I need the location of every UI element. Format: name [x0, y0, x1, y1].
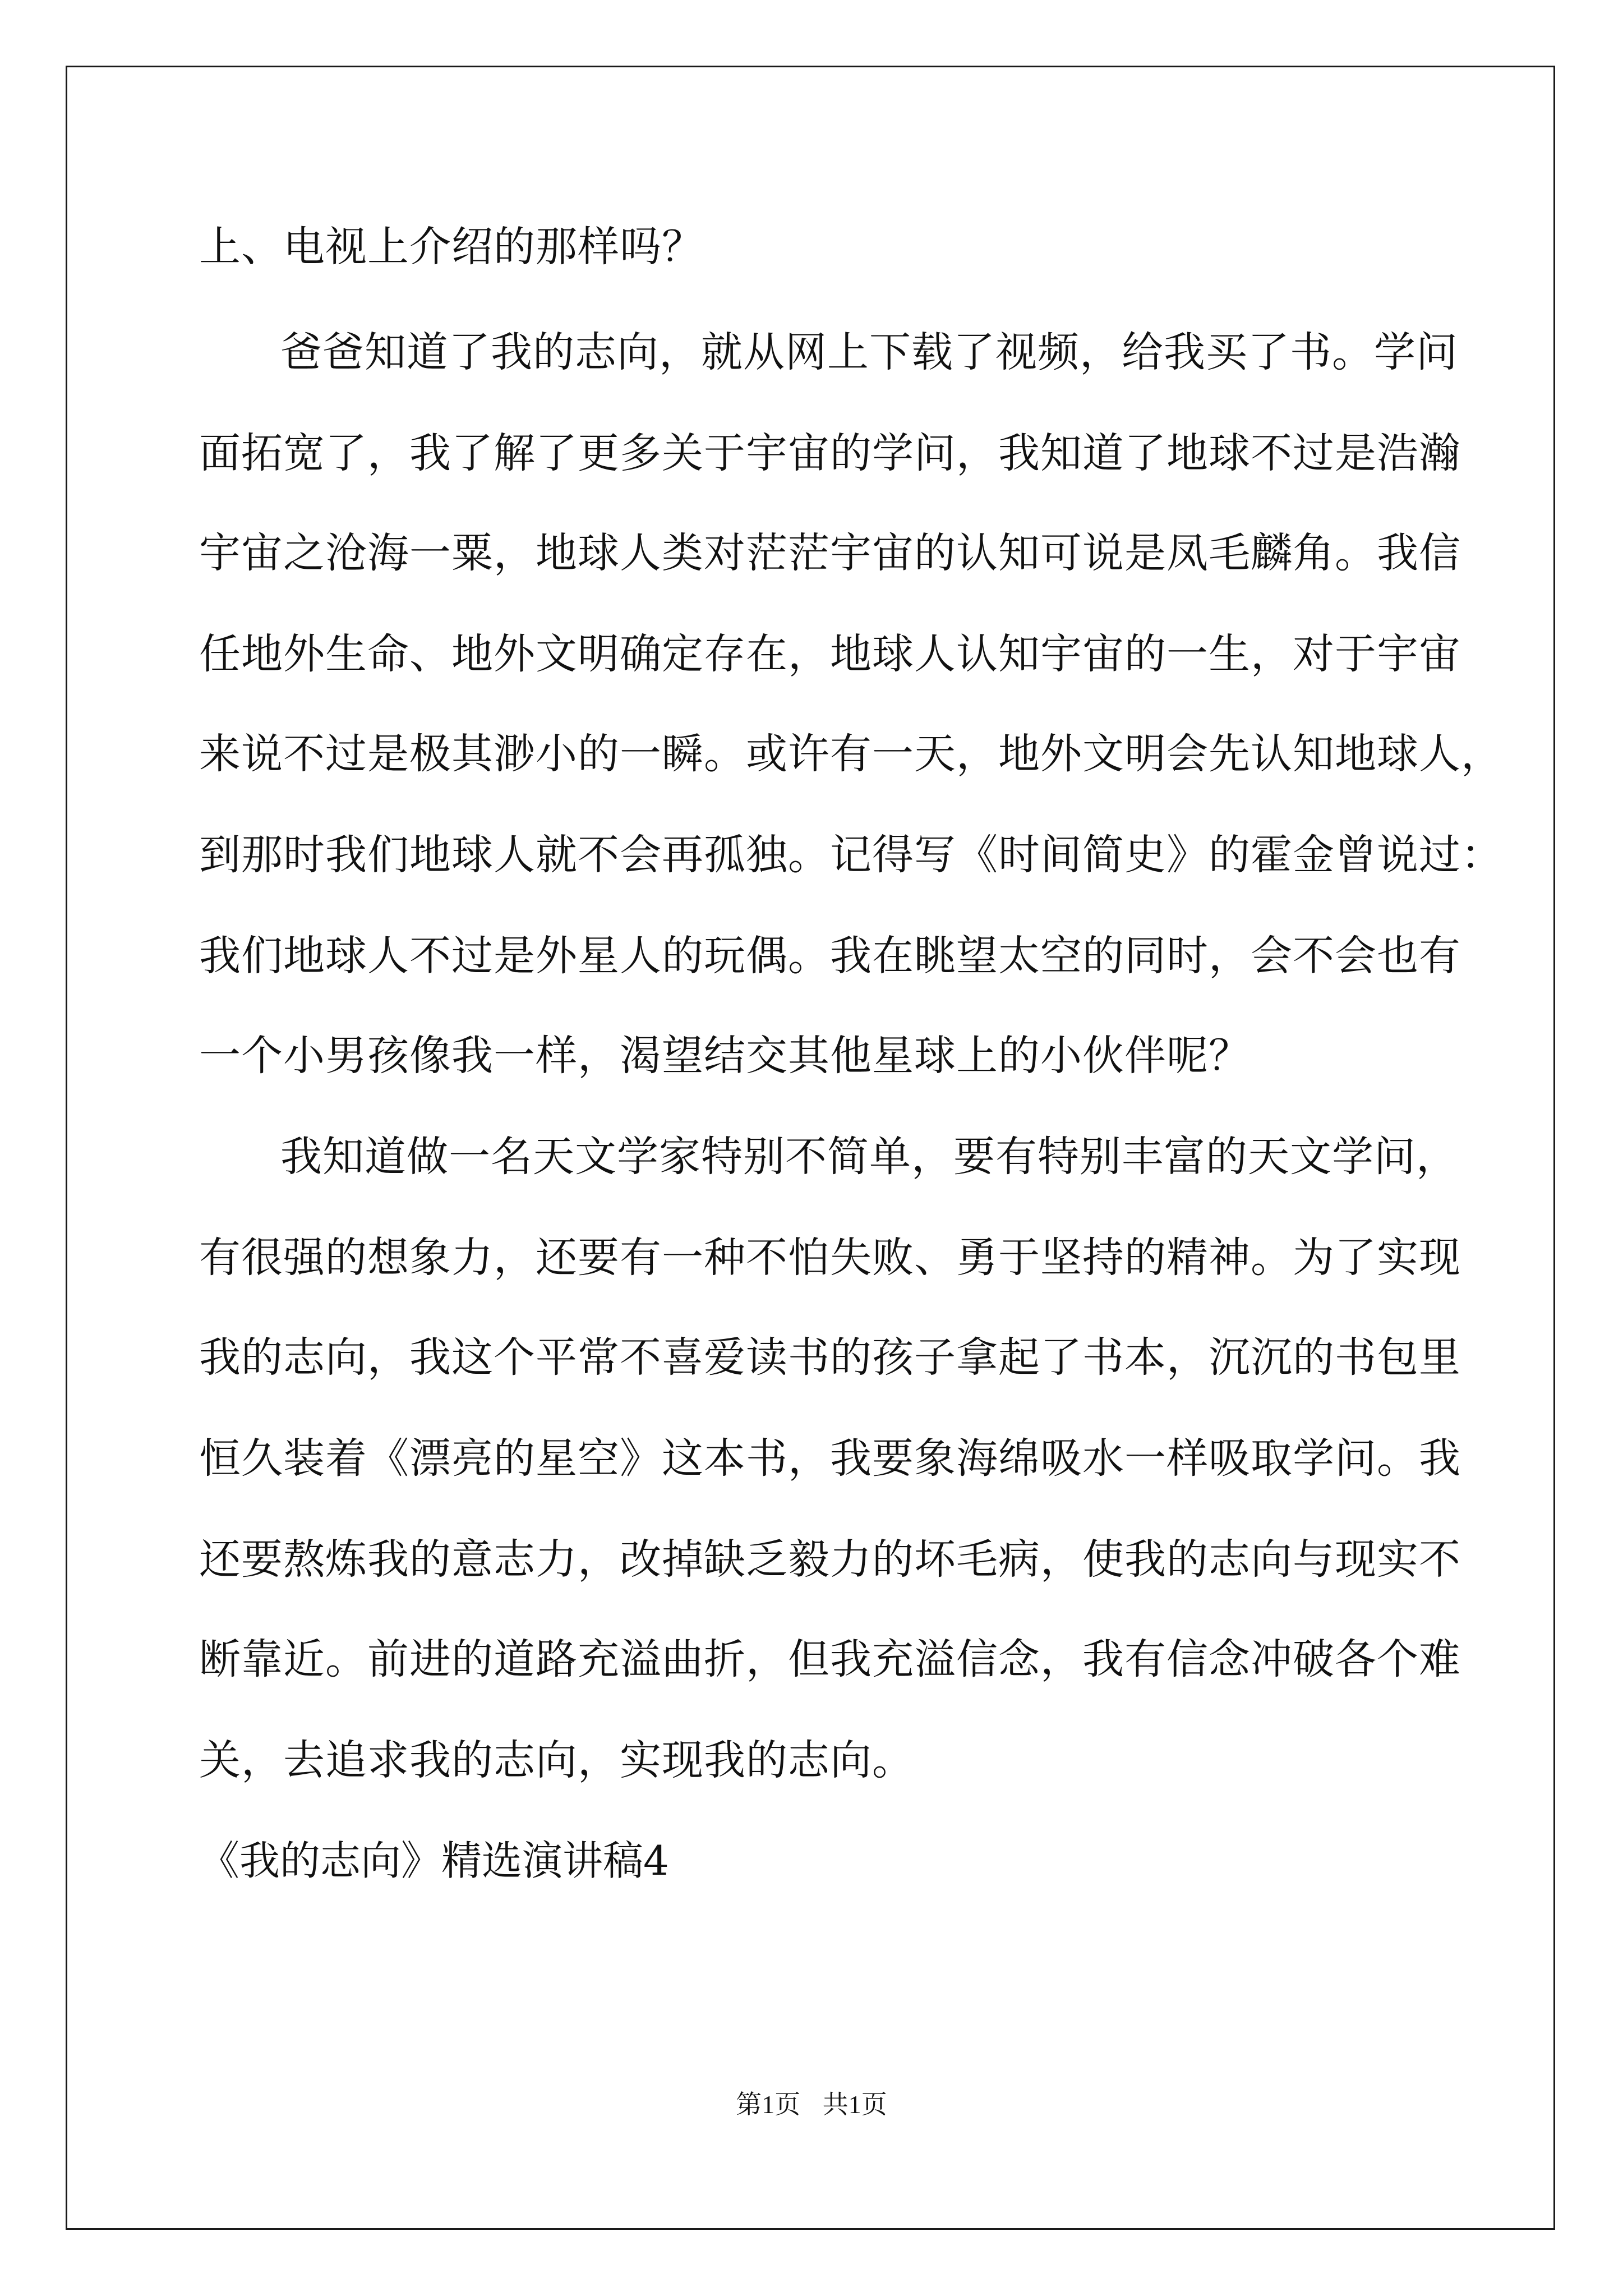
text-line: 上、电视上介绍的那样吗？	[199, 223, 704, 271]
text-line: 还要熬炼我的意志力，改掉缺乏毅力的坏毛病，使我的志向与现实不	[199, 1535, 1461, 1584]
text-line: 恒久装着《漂亮的星空》这本书，我要象海绵吸水一样吸取学问。我	[199, 1434, 1461, 1483]
text-line: 面拓宽了，我了解了更多关于宇宙的学问，我知道了地球不过是浩瀚	[199, 429, 1461, 477]
text-line: 来说不过是极其渺小的一瞬。或许有一天，地外文明会先认知地球人，	[199, 730, 1503, 778]
page-total: 共1页	[822, 2090, 887, 2119]
text-line: 到那时我们地球人就不会再孤独。记得写《时间简史》的霍金曾说过：	[199, 831, 1503, 879]
text-line: 任地外生命、地外文明确定存在，地球人认知宇宙的一生，对于宇宙	[199, 630, 1461, 678]
page-number: 第1页	[736, 2090, 801, 2119]
text-line: 我知道做一名天文学家特别不简单，要有特别丰富的天文学问，	[280, 1133, 1458, 1181]
text-line: 一个小男孩像我一样，渴望结交其他星球上的小伙伴呢？	[199, 1032, 1251, 1080]
text-line: 宇宙之沧海一粟，地球人类对茫茫宇宙的认知可说是凤毛麟角。我信	[199, 529, 1461, 577]
page-footer	[0, 2084, 1623, 2121]
text-line: 爸爸知道了我的志向，就从网上下载了视频，给我买了书。学问	[280, 328, 1458, 376]
text-line: 我们地球人不过是外星人的玩偶。我在眺望太空的同时，会不会也有	[199, 932, 1461, 980]
section-heading: 《我的志向》精选演讲稿4	[199, 1837, 669, 1884]
text-line: 断靠近。前进的道路充溢曲折，但我充溢信念，我有信念冲破各个难	[199, 1635, 1461, 1683]
text-line: 有很强的想象力，还要有一种不怕失败、勇于坚持的精神。为了实现	[199, 1234, 1461, 1282]
text-line: 我的志向，我这个平常不喜爱读书的孩子拿起了书本，沉沉的书包里	[199, 1333, 1461, 1382]
text-line: 关，去追求我的志向，实现我的志向。	[199, 1736, 914, 1784]
